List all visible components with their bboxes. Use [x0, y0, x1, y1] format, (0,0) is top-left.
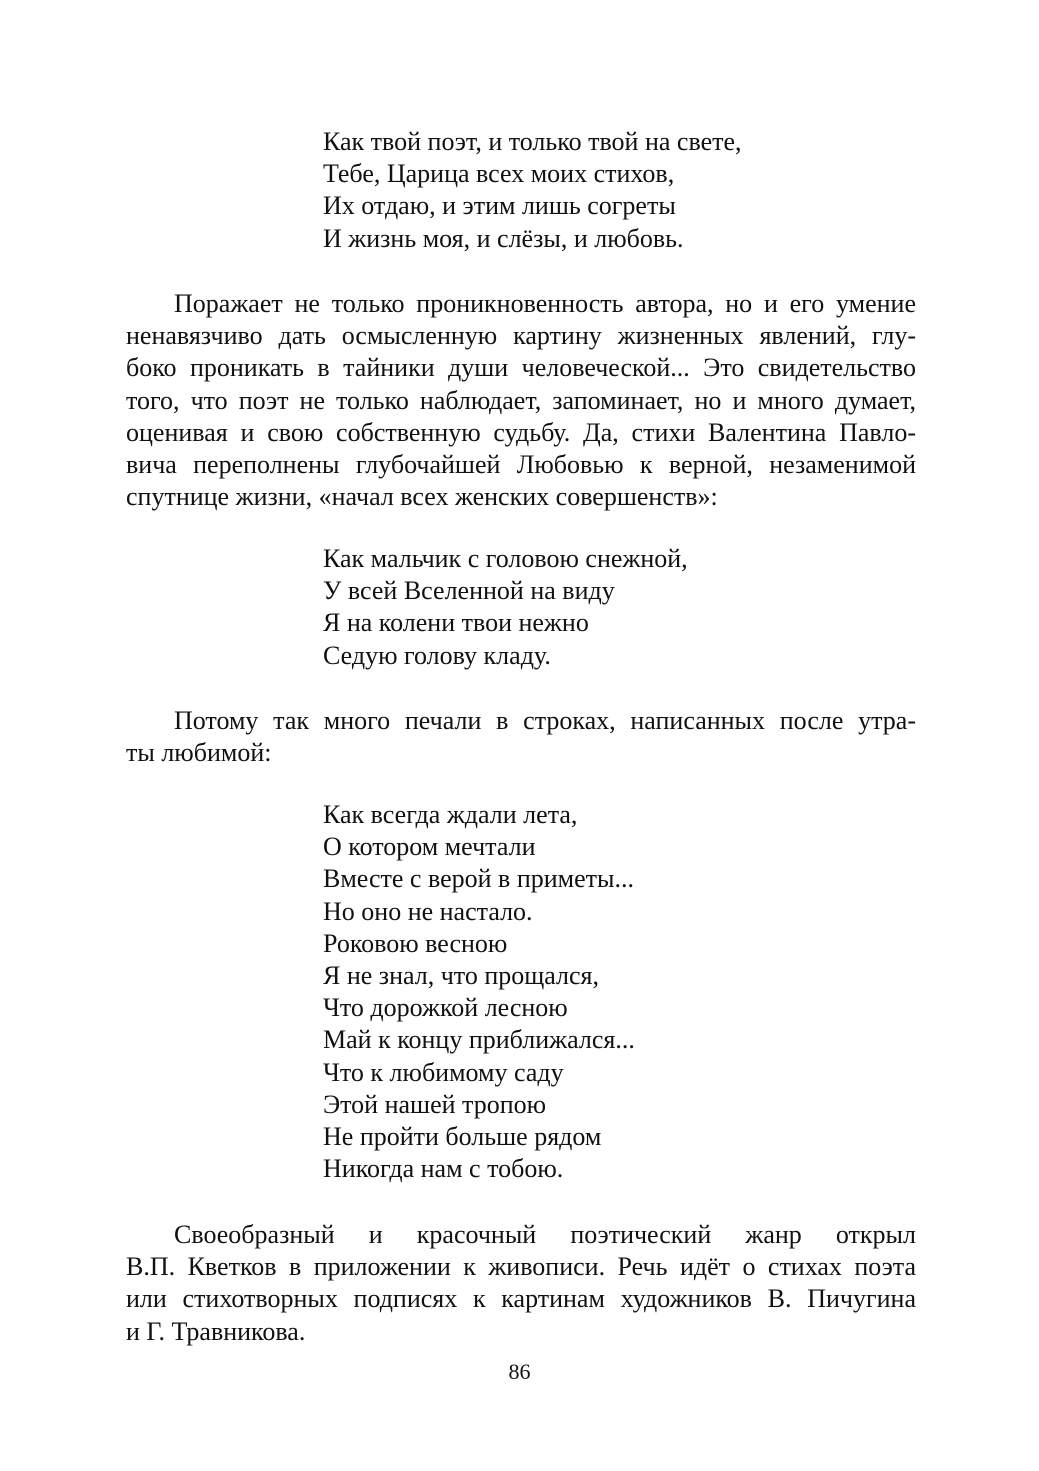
poem-line: Но оно не настало. [323, 896, 533, 926]
poem-line: Как твой поэт, и только твой на свете, [323, 127, 742, 156]
paragraph-line: ненавязчиво дать осмысленную картину жизненных явлений, глу- [126, 321, 916, 351]
poem-line: О котором мечтали [323, 832, 536, 862]
paragraph-line: спутнице жизни, «начал всех женских совершенств»: [126, 482, 718, 512]
poem-line: Не пройти больше рядом [323, 1122, 602, 1152]
poem-line: Как всегда ждали лета, [323, 800, 578, 829]
poem-stanza [323, 126, 742, 255]
poem-line: Я на колени твои нежно [323, 608, 589, 638]
poem-line: Никогда нам с тобою. [323, 1154, 564, 1184]
page-number: 86 [508, 1359, 531, 1384]
poem-line: Этой нашей тропою [323, 1089, 547, 1119]
paragraph-line: вича переполнены глубочайшей Любовью к верной, незаменимой [126, 450, 916, 480]
poem-line: И жизнь моя, и слёзы, и любовь. [323, 223, 684, 253]
paragraph-line: Поражает не только проникновенность автора, но и его умение [174, 289, 916, 318]
paragraph-line: или стихотворных подписях к картинам художников В. Пичугина [126, 1284, 916, 1314]
poem-line: Что к любимому саду [323, 1057, 564, 1087]
poem-line: Вместе с верой в приметы... [323, 864, 634, 894]
paragraph-line: того, что поэт не только наблюдает, запоминает, но и много думает, [126, 385, 916, 415]
body-paragraph [126, 705, 916, 769]
paragraph-line: Своеобразный и красочный поэтический жанр открыл [174, 1220, 916, 1249]
poem-line: Роковою весною [323, 928, 508, 958]
poem-stanza [323, 799, 635, 1185]
poem-line: Их отдаю, и этим лишь согреты [323, 191, 676, 221]
paragraph-line: и Г. Травникова. [126, 1316, 306, 1346]
body-paragraph [126, 1219, 916, 1348]
poem-line: Что дорожкой лесною [323, 993, 568, 1023]
poem-line: Как мальчик с головою снежной, [323, 544, 688, 573]
paragraph-line: боко проникать в тайники души человеческой... Это свидетельство [126, 353, 916, 383]
paragraph-line: Потому так много печали в строках, написанных после утра- [174, 706, 916, 735]
poem-line: Май к концу приближался... [323, 1025, 635, 1055]
poem-line: Я не знал, что прощался, [323, 961, 599, 991]
body-paragraph [126, 288, 916, 513]
poem-line: Седую голову кладу. [323, 640, 551, 670]
poem-stanza [323, 543, 688, 672]
paragraph-line: оценивая и свою собственную судьбу. Да, стихи Валентина Павло- [126, 417, 916, 447]
poem-line: У всей Вселенной на виду [323, 576, 615, 606]
paragraph-line: ты любимой: [126, 738, 272, 768]
paragraph-line: В.П. Кветков в приложении к живописи. Речь идёт о стихах поэта [126, 1252, 916, 1282]
poem-line: Тебе, Царица всех моих стихов, [323, 159, 675, 189]
